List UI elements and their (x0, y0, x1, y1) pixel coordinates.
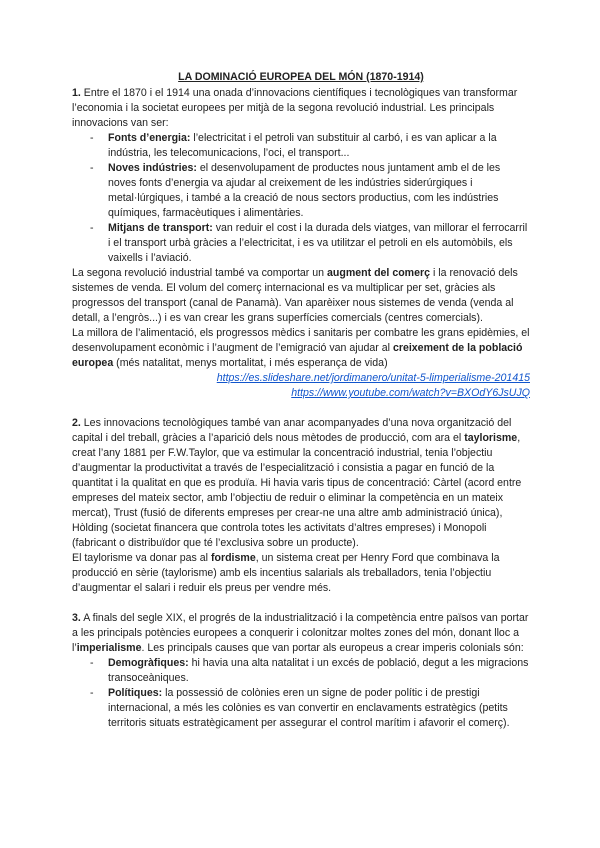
list-item: - Polítiques: la possessió de colònies eren un signe de poder polític i de prestigi internacional, a més les colònies es van convertir en enclavaments estratègics (petits territoris situats estratègicament per assegurar el control marítim i afavorir el comerç). (90, 687, 510, 729)
section-2-paragraph: 2. Les innovacions tecnològiques també van anar acompanyades d’una nova organització del capital i del treball, gràcies a l’aparició dels nous mètodes de producció, com ara el taylorisme, creat l’any 1881 per F.W.Taylor, que va estimular la concentració industrial, tenia l’objectiu d’augmentar la productivitat a través de l’especialització i consistia a pagar en funció de la quantitat i la qualitat en que es produïa. Hi havia varis tipus de concentració: Càrtel (acord entre empreses del mateix sector, amb l’objectiu de reduir o eliminar la competència en un mateix mercat), Trust (fusió de diferents empreses per crear-ne una altre amb administració única), Hòlding (societat financera que controla totes les activitats d’altres empreses) i Monopoli (fabricant o distribuïdor que té l’exclusiva sobre un producte). (72, 417, 522, 549)
list-item: - Mitjans de transport: van reduir el cost i la durada dels viatges, van millorar el ferrocarril i el transport urbà gràcies a l’electricitat, i es va utilitzar el petroli en els automòbils, els vaixells i l’aviació. (90, 222, 528, 264)
bullet-dash: - (90, 162, 94, 174)
section-3-paragraph: 3. A finals del segle XIX, el progrés de la industrialització i la competència entre països van portar a les principals potències europees a conquerir i colonitzar moltes zones del món, donant lloc a l’imperialisme. Les principals causes que van portar als europeus a crear imperis colonials són: (72, 612, 529, 654)
section-2-fordism-paragraph: El taylorisme va donar pas al fordisme, un sistema creat per Henry Ford que combinava la producció en sèrie (taylorisme) amb els incentius salarials als treballadors, tenia l’objectiu d’augmentar el salari i reduir els preus per vendre més. (72, 552, 500, 594)
section-1-commerce-paragraph: La segona revolució industrial també va comportar un augment del comerç i la renovació dels sistemes de venda. El volum del comerç internacional es va multiplicar per set, gràcies als progressos del transport (canal de Panamà). Van aparèixer nous sistemes de venda (venda al detall, a l’engròs...) i es van crear les grans superfícies comercials (centres comercials). (72, 267, 518, 324)
bullet-dash: - (90, 687, 94, 699)
document-page (72, 70, 530, 731)
bullet-dash: - (90, 132, 94, 144)
slideshare-link[interactable]: https://es.slideshare.net/jordimanero/unitat-5-limperialisme-201415 (216, 372, 530, 384)
section-1-population-paragraph: La millora de l’alimentació, els progressos mèdics i sanitaris per combatre les grans epidèmies, el desenvolupament econòmic i l’augment de l’emigració van ajudar al creixement de la població europea (més natalitat, menys mortalitat, i més esperança de vida) (72, 327, 530, 369)
bullet-dash: - (90, 657, 94, 669)
list-item: - Noves indústries: el desenvolupament de productes nous juntament amb el de les noves fonts d’energia va ajudar al creixement de les indústries siderúrgiques i metal·lúrgiques, i també a la creació de nous sectors productius, com les indústries químiques, farmacèutiques i alimentàries. (90, 162, 501, 219)
youtube-link[interactable]: https://www.youtube.com/watch?v=BXOdY6JsUJQ (291, 387, 530, 399)
bullet-dash: - (90, 222, 94, 234)
reference-links (72, 371, 530, 401)
section-2-number: 2. (72, 417, 81, 429)
section-1-number: 1. (72, 87, 81, 99)
list-item: - Fonts d’energia: l’electricitat i el petroli van substituir al carbó, i es van aplicar a la indústria, les telecomunicacions, l’oci, el transport... (90, 132, 497, 159)
list-item: - Demogràfiques: hi havia una alta natalitat i un excés de població, degut a les migracions transoceàniques. (90, 657, 529, 684)
section-1-list (72, 131, 530, 266)
section-1-intro: 1. Entre el 1870 i el 1914 una onada d’innovacions científiques i tecnològiques van transformar l’economia i la societat europees per mitjà de la segona revolució industrial. Les principals innovacions van ser: (72, 87, 518, 129)
document-title: LA DOMINACIÓ EUROPEA DEL MÓN (1870-1914) (178, 71, 424, 83)
section-3-list (72, 656, 530, 731)
section-3-number: 3. (72, 612, 81, 624)
